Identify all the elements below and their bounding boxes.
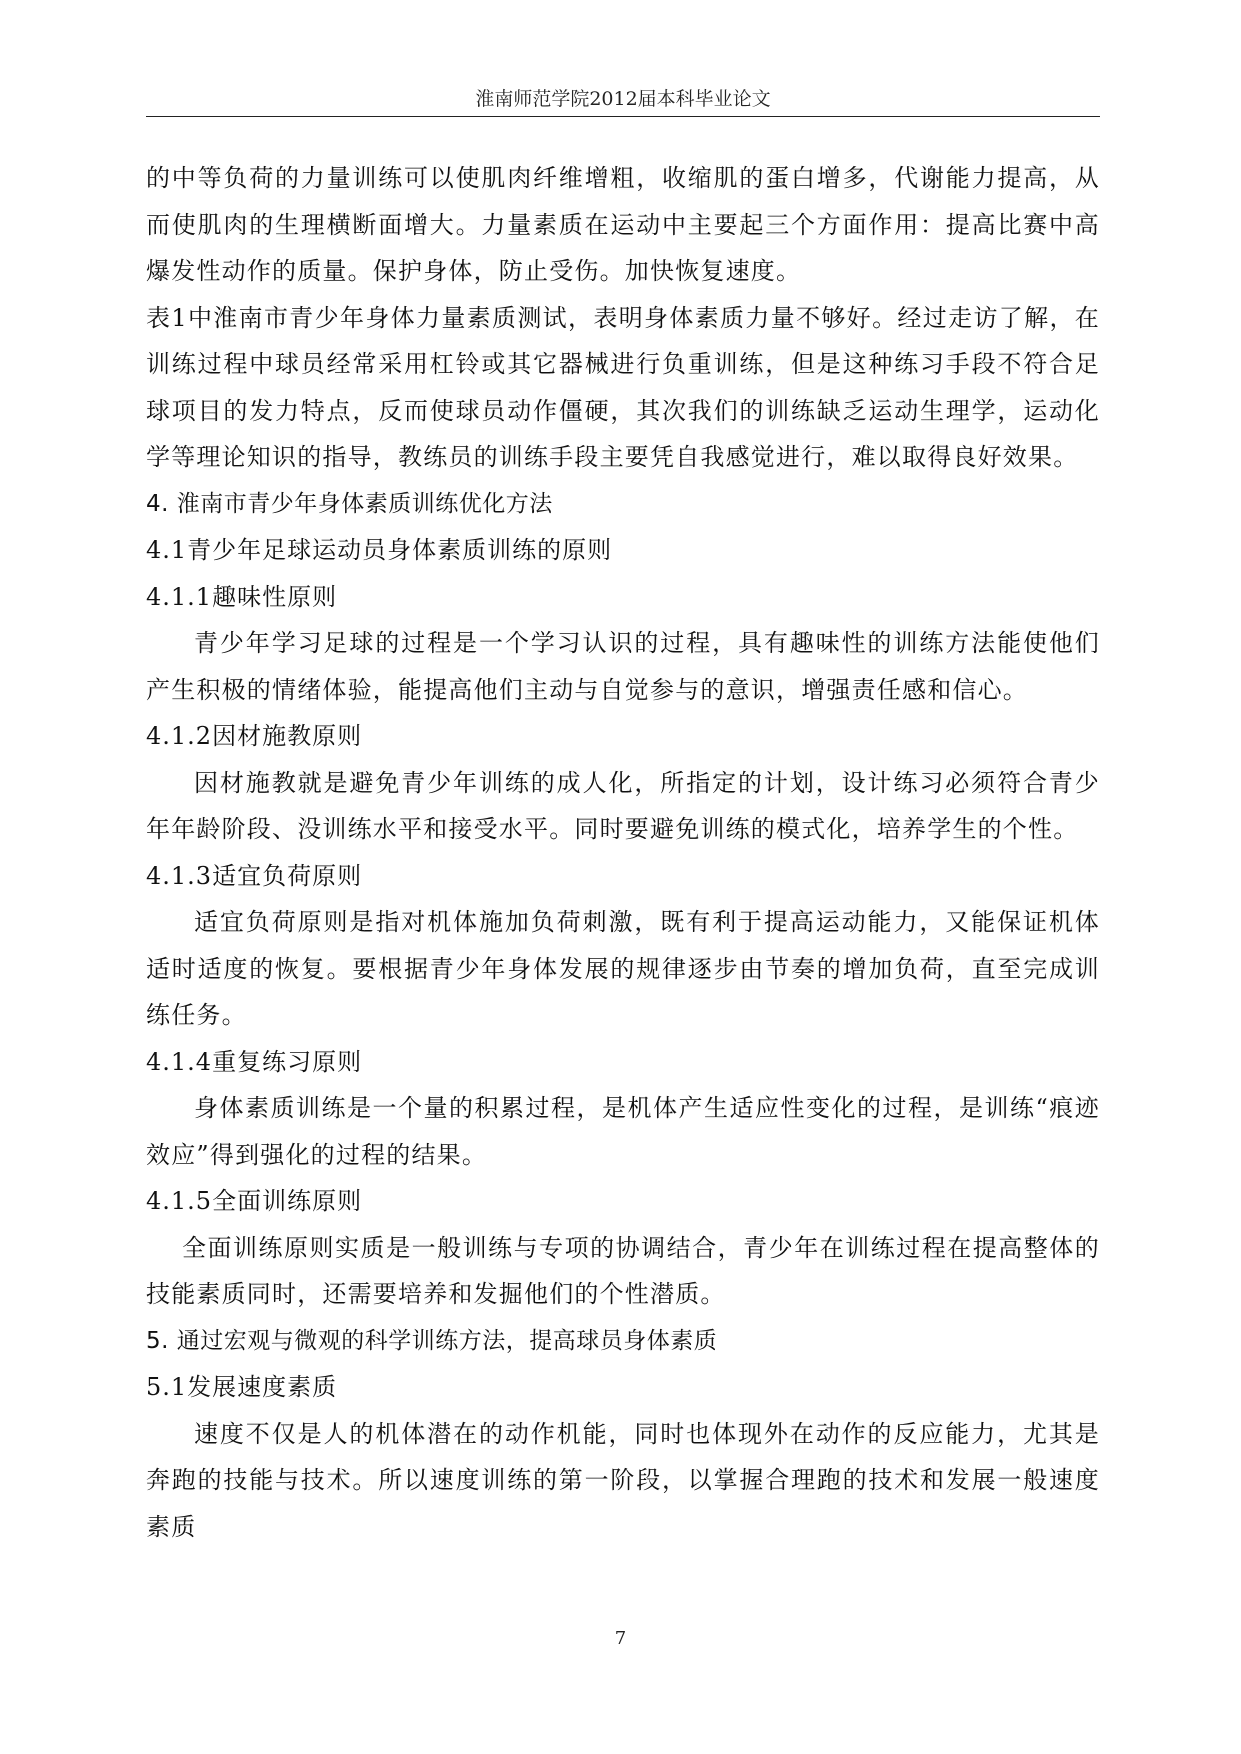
section-heading-4: 4. 淮南市青少年身体素质训练优化方法	[146, 490, 553, 517]
subsection-heading-4-1-5: 4.1.5全面训练原则	[146, 1187, 363, 1215]
section-heading-5: 5. 通过宏观与微观的科学训练方法，提高球员身体素质	[146, 1327, 718, 1354]
header-divider	[146, 116, 1100, 117]
subsection-heading-4-1: 4.1青少年足球运动员身体素质训练的原则	[146, 536, 613, 564]
paragraph-4-1-5: 全面训练原则实质是一般训练与专项的协调结合，青少年在训练过程在提高整体的技能素质同时，还需要培养和发掘他们的个性潜质。	[146, 1233, 1100, 1308]
subsection-heading-4-1-4: 4.1.4重复练习原则	[146, 1047, 363, 1076]
paragraph-4-1-2: 因材施教就是避免青少年训练的成人化，所指定的计划，设计练习必须符合青少年年龄阶段、没训练水平和接受水平。同时要避免训练的模式化，培养学生的个性。	[146, 768, 1100, 843]
subsection-heading-4-1-2: 4.1.2因材施教原则	[146, 722, 363, 750]
paragraph-4-1-3: 适宜负荷原则是指对机体施加负荷刺激，既有利于提高运动能力，又能保证机体适时适度的恢复。要根据青少年身体发展的规律逐步由节奏的增加负荷，直至完成训练任务。	[146, 908, 1100, 1029]
page-body	[146, 155, 1100, 1550]
paragraph-4-1-1: 青少年学习足球的过程是一个学习认识的过程，具有趣味性的训练方法能使他们产生积极的情绪体验，能提高他们主动与自觉参与的意识，增强责任感和信心。	[146, 629, 1100, 704]
paragraph-5-1: 速度不仅是人的机体潜在的动作机能，同时也体现外在动作的反应能力，尤其是奔跑的技能与技术。所以速度训练的第一阶段，以掌握合理跑的技术和发展一般速度素质	[146, 1419, 1100, 1541]
paragraph-strength-effects: 的中等负荷的力量训练可以使肌肉纤维增粗，收缩肌的蛋白增多，代谢能力提高，从而使肌肉的生理横断面增大。力量素质在运动中主要起三个方面作用：提高比赛中高爆发性动作的质量。保护身体，防止受伤。加快恢复速度。	[146, 164, 1100, 285]
subsection-heading-4-1-1: 4.1.1趣味性原则	[146, 582, 338, 611]
page-number: 7	[614, 1628, 627, 1649]
subsection-heading-5-1: 5.1发展速度素质	[146, 1373, 338, 1401]
paragraph-table1-analysis: 表1中淮南市青少年身体力量素质测试，表明身体素质力量不够好。经过走访了解，在训练过程中球员经常采用杠铃或其它器械进行负重训练，但是这种练习手段不符合足球项目的发力特点，反而使球员动作僵硬，其次我们的训练缺乏运动生理学，运动化学等理论知识的指导，教练员的训练手段主要凭自我感觉进行，难以取得良好效果。	[146, 303, 1100, 471]
subsection-heading-4-1-3: 4.1.3适宜负荷原则	[146, 861, 363, 890]
paragraph-4-1-4: 身体素质训练是一个量的积累过程，是机体产生适应性变化的过程，是训练“痕迹效应”得到强化的过程的结果。	[146, 1094, 1100, 1169]
running-header: 淮南师范学院2012届本科毕业论文	[475, 88, 771, 110]
